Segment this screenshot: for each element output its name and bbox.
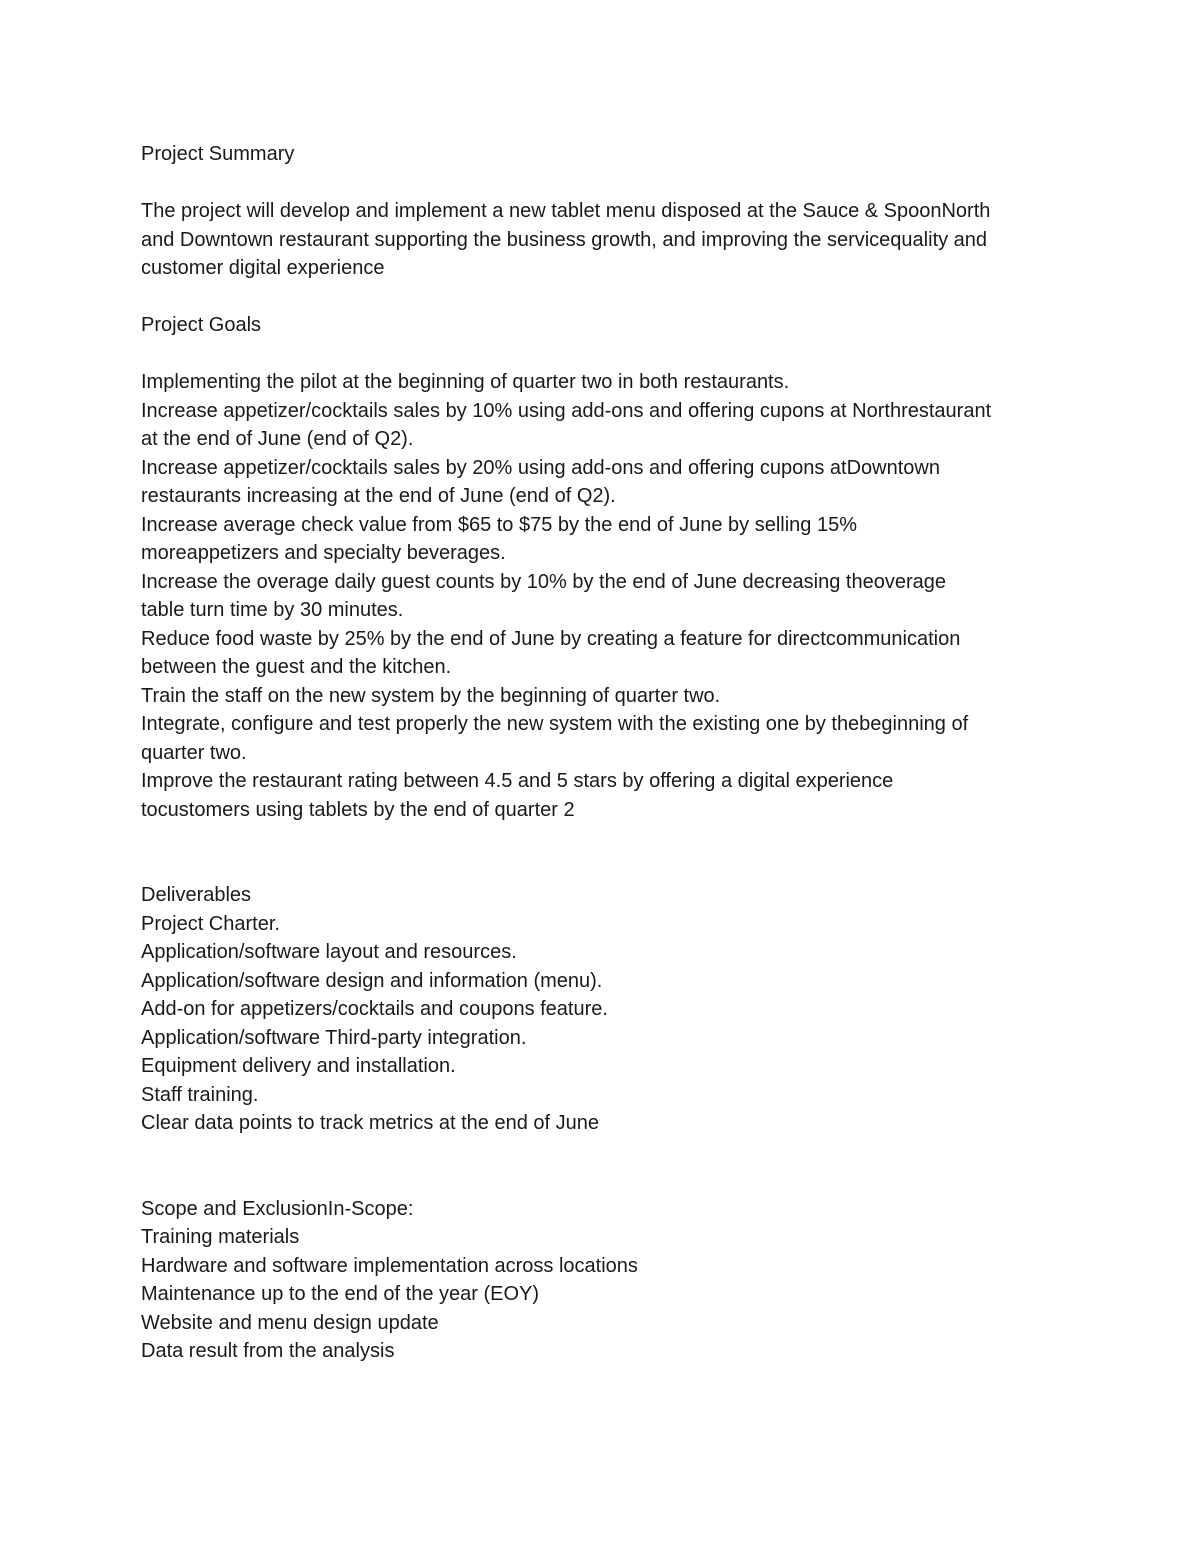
scope-item: Data result from the analysis [141, 1340, 395, 1362]
goal-line: quarter two. [141, 741, 247, 764]
goal-line: Train the staff on the new system by the beginning of quarter two. [141, 684, 721, 707]
project-summary-heading: Project Summary [141, 143, 295, 165]
document-page [141, 140, 1071, 1366]
scope-item: Website and menu design update [141, 1311, 439, 1334]
scope-heading: Scope and ExclusionIn-Scope: [141, 1197, 414, 1220]
deliverable-item: Application/software Third-party integration. [141, 1026, 527, 1049]
goal-line: table turn time by 30 minutes. [141, 599, 404, 621]
goal-line: Improve the restaurant rating between 4.5 and 5 stars by offering a digital experience [141, 770, 894, 792]
spacer [141, 824, 1071, 881]
deliverable-item: Project Charter. [141, 912, 280, 935]
goal-line: between the guest and the kitchen. [141, 656, 452, 678]
scope-item: Maintenance up to the end of the year (EOY) [141, 1283, 540, 1305]
deliverables-heading: Deliverables [141, 884, 252, 906]
goal-line: Increase average check value from $65 to $75 by the end of June by selling 15% [141, 513, 858, 536]
goal-line: Increase appetizer/cocktails sales by 20% using add-ons and offering cupons atDowntown [141, 456, 940, 479]
spacer [141, 1138, 1071, 1195]
goal-line: restaurants increasing at the end of June (end of Q2). [141, 485, 616, 507]
spacer [141, 340, 1071, 369]
spacer [141, 283, 1071, 312]
goal-line: Implementing the pilot at the beginning of quarter two in both restaurants. [141, 371, 790, 393]
summary-line: The project will develop and implement a new tablet menu disposed at the Sauce & SpoonNorth [141, 200, 991, 222]
goal-line: Reduce food waste by 25% by the end of June by creating a feature for directcommunication [141, 627, 961, 650]
deliverable-item: Application/software design and information (menu). [141, 969, 603, 992]
goal-line: Increase the overage daily guest counts by 10% by the end of June decreasing theoverage [141, 570, 946, 593]
scope-item: Hardware and software implementation across locations [141, 1254, 638, 1277]
project-goals-heading: Project Goals [141, 314, 262, 336]
summary-line: customer digital experience [141, 257, 385, 279]
scope-item: Training materials [141, 1226, 300, 1248]
goal-line: Integrate, configure and test properly the new system with the existing one by thebeginning of [141, 713, 969, 735]
goal-line: Increase appetizer/cocktails sales by 10% using add-ons and offering cupons at Northrestaurant [141, 399, 992, 422]
summary-line: and Downtown restaurant supporting the business growth, and improving the servicequality and [141, 228, 988, 251]
deliverable-item: Add-on for appetizers/cocktails and coupons feature. [141, 998, 608, 1020]
goal-line: at the end of June (end of Q2). [141, 428, 414, 450]
deliverable-item: Staff training. [141, 1083, 259, 1106]
deliverable-item: Clear data points to track metrics at the end of June [141, 1112, 600, 1134]
spacer [141, 169, 1071, 198]
goal-line: tocustomers using tablets by the end of quarter 2 [141, 798, 575, 821]
deliverable-item: Equipment delivery and installation. [141, 1055, 456, 1077]
deliverable-item: Application/software layout and resources. [141, 941, 517, 963]
goal-line: moreappetizers and specialty beverages. [141, 542, 506, 564]
